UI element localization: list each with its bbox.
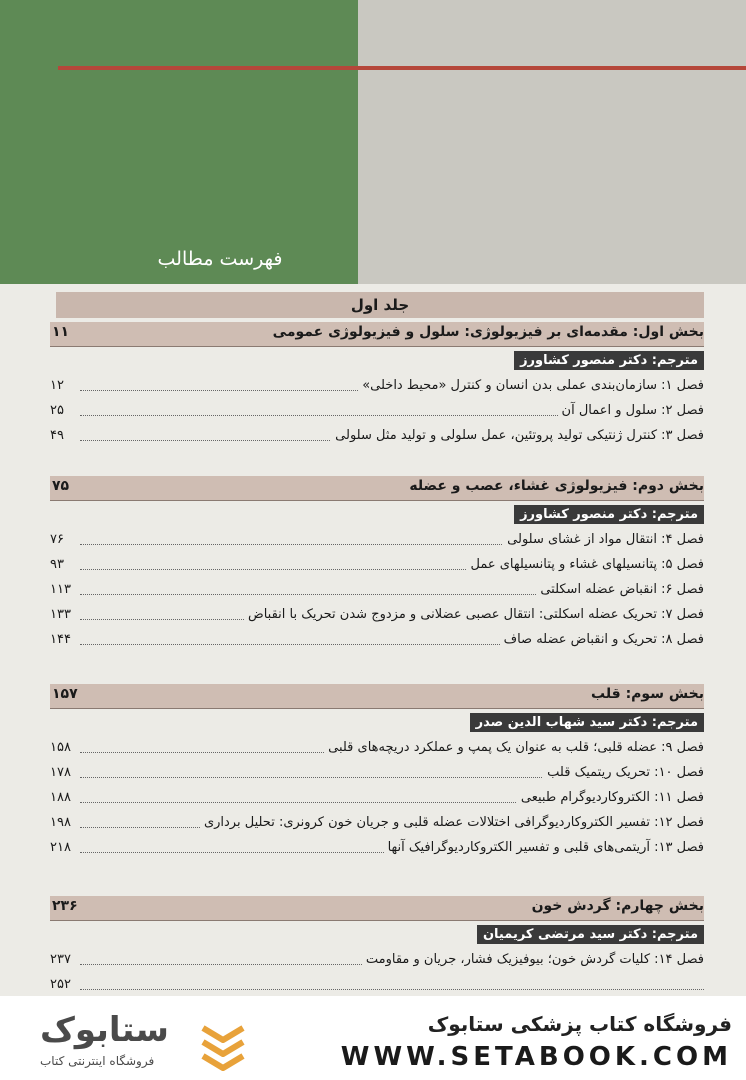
chapter-entry[interactable] [50,737,704,762]
translator-label: مترجم: دکتر سید مرتضی کریمیان [477,925,704,944]
chapter-entry[interactable] [50,375,704,400]
chapter-page-number: ۱۹۸ [50,815,75,830]
chapter-entry[interactable] [50,400,704,425]
section-title: بخش اول: مقدمه‌ای بر فیزیولوژی: سلول و فیزیولوژی عمومی [269,324,704,340]
chapter-entry[interactable] [50,762,704,787]
chapter-entry[interactable] [50,629,704,654]
chapter-title: فصل ۴: انتقال مواد از غشای سلولی [503,532,704,547]
chapter-page-number: ۴۹ [50,428,68,443]
chapter-entry[interactable] [50,812,704,837]
chapter-page-number: ۱۳۳ [50,607,75,622]
page-title: فهرست مطالب [157,248,283,270]
leader-dots [80,989,704,990]
toc-section [50,896,704,999]
chapter-page-number: ۱۵۸ [50,740,75,755]
section-header [50,684,704,709]
chapter-page-number: ۱۲ [50,378,68,393]
volume-header: جلد اول [56,292,704,318]
chapter-page-number: ۲۵۲ [50,977,75,992]
store-name: فروشگاه کتاب پزشکی ستابوک [427,1012,732,1036]
section-title: بخش دوم: فیزیولوژی غشاء، عصب و عضله [405,478,704,494]
translator-label: مترجم: دکتر منصور کشاورز [514,505,704,524]
chapter-entry[interactable] [50,949,704,974]
chapter-title: فصل ۱۲: تفسیر الکتروکاردیوگرافی اختلالات عضله قلبی و جریان خون کرونری: تحلیل برداری [200,815,704,830]
cover-gray-panel [358,0,746,284]
chapter-entry[interactable] [50,554,704,579]
chapter-entry[interactable] [50,579,704,604]
chapter-page-number: ۱۸۸ [50,790,75,805]
translator-label: مترجم: دکتر سید شهاب الدین صدر [470,713,704,732]
chapter-page-number: ۲۱۸ [50,840,75,855]
chapter-title: فصل ۶: انقباض عضله اسکلتی [536,582,704,597]
chapter-page-number: ۱۴۴ [50,632,75,647]
decorative-rule [58,66,746,70]
chapter-entry[interactable] [50,787,704,812]
section-header [50,476,704,501]
chapter-title: فصل ۱۴: کلیات گردش خون؛ بیوفیزیک فشار، جریان و مقاومت [362,952,704,967]
section-header [50,322,704,347]
section-header [50,896,704,921]
translator-label: مترجم: دکتر منصور کشاورز [514,351,704,370]
store-logo: ستابوک [40,1010,169,1050]
chapter-title: فصل ۹: عضله قلبی؛ قلب به عنوان یک پمپ و عملکرد دریچه‌های قلبی [324,740,704,755]
section-page-number: ۷۵ [52,478,73,494]
chapter-title: فصل ۷: تحریک عضله اسکلتی: انتقال عصبی عضلانی و مزدوج شدن تحریک با انقباض [244,607,704,622]
chapter-entry[interactable] [50,837,704,862]
toc-section [50,684,704,862]
store-logo-subtitle: فروشگاه اینترنتی کتاب [40,1054,155,1068]
toc-section [50,476,704,654]
toc-section [50,322,704,450]
chapter-entry[interactable] [50,604,704,629]
section-title: بخش سوم: قلب [587,686,704,702]
chapter-title: فصل ۳: کنترل ژنتیکی تولید پروتئین، عمل سلولی و تولید مثل سلولی [331,428,704,443]
chapter-page-number: ۹۳ [50,557,68,572]
cover-green-panel [0,0,358,284]
section-page-number: ۱۱ [52,324,73,340]
chapter-entry[interactable] [50,425,704,450]
section-page-number: ۲۳۶ [52,898,82,914]
chapter-page-number: ۲۳۷ [50,952,75,967]
books-stack-icon [200,1016,246,1072]
section-title: بخش چهارم: گردش خون [528,898,704,914]
store-url-link[interactable]: WWW.SETABOOK.COM [340,1042,732,1072]
chapter-page-number: ۱۱۳ [50,582,75,597]
chapter-title: فصل ۱: سازمان‌بندی عملی بدن انسان و کنترل «محیط داخلی» [358,378,704,393]
chapter-title: فصل ۱۱: الکتروکاردیوگرام طبیعی [517,790,704,805]
chapter-title: فصل ۲: سلول و اعمال آن [558,403,704,418]
chapter-title: فصل ۸: تحریک و انقباض عضله صاف [500,632,704,647]
chapter-entry[interactable] [50,529,704,554]
chapter-title: فصل ۵: پتانسیلهای غشاء و پتانسیلهای عمل [466,557,704,572]
chapter-page-number: ۲۵ [50,403,68,418]
chapter-title: فصل ۱۳: آریتمی‌های قلبی و تفسیر الکتروکاردیوگرافیک آنها [384,840,704,855]
section-page-number: ۱۵۷ [52,686,82,702]
chapter-page-number: ۷۶ [50,532,68,547]
chapter-page-number: ۱۷۸ [50,765,75,780]
chapter-title: فصل ۱۰: تحریک ریتمیک قلب [543,765,704,780]
